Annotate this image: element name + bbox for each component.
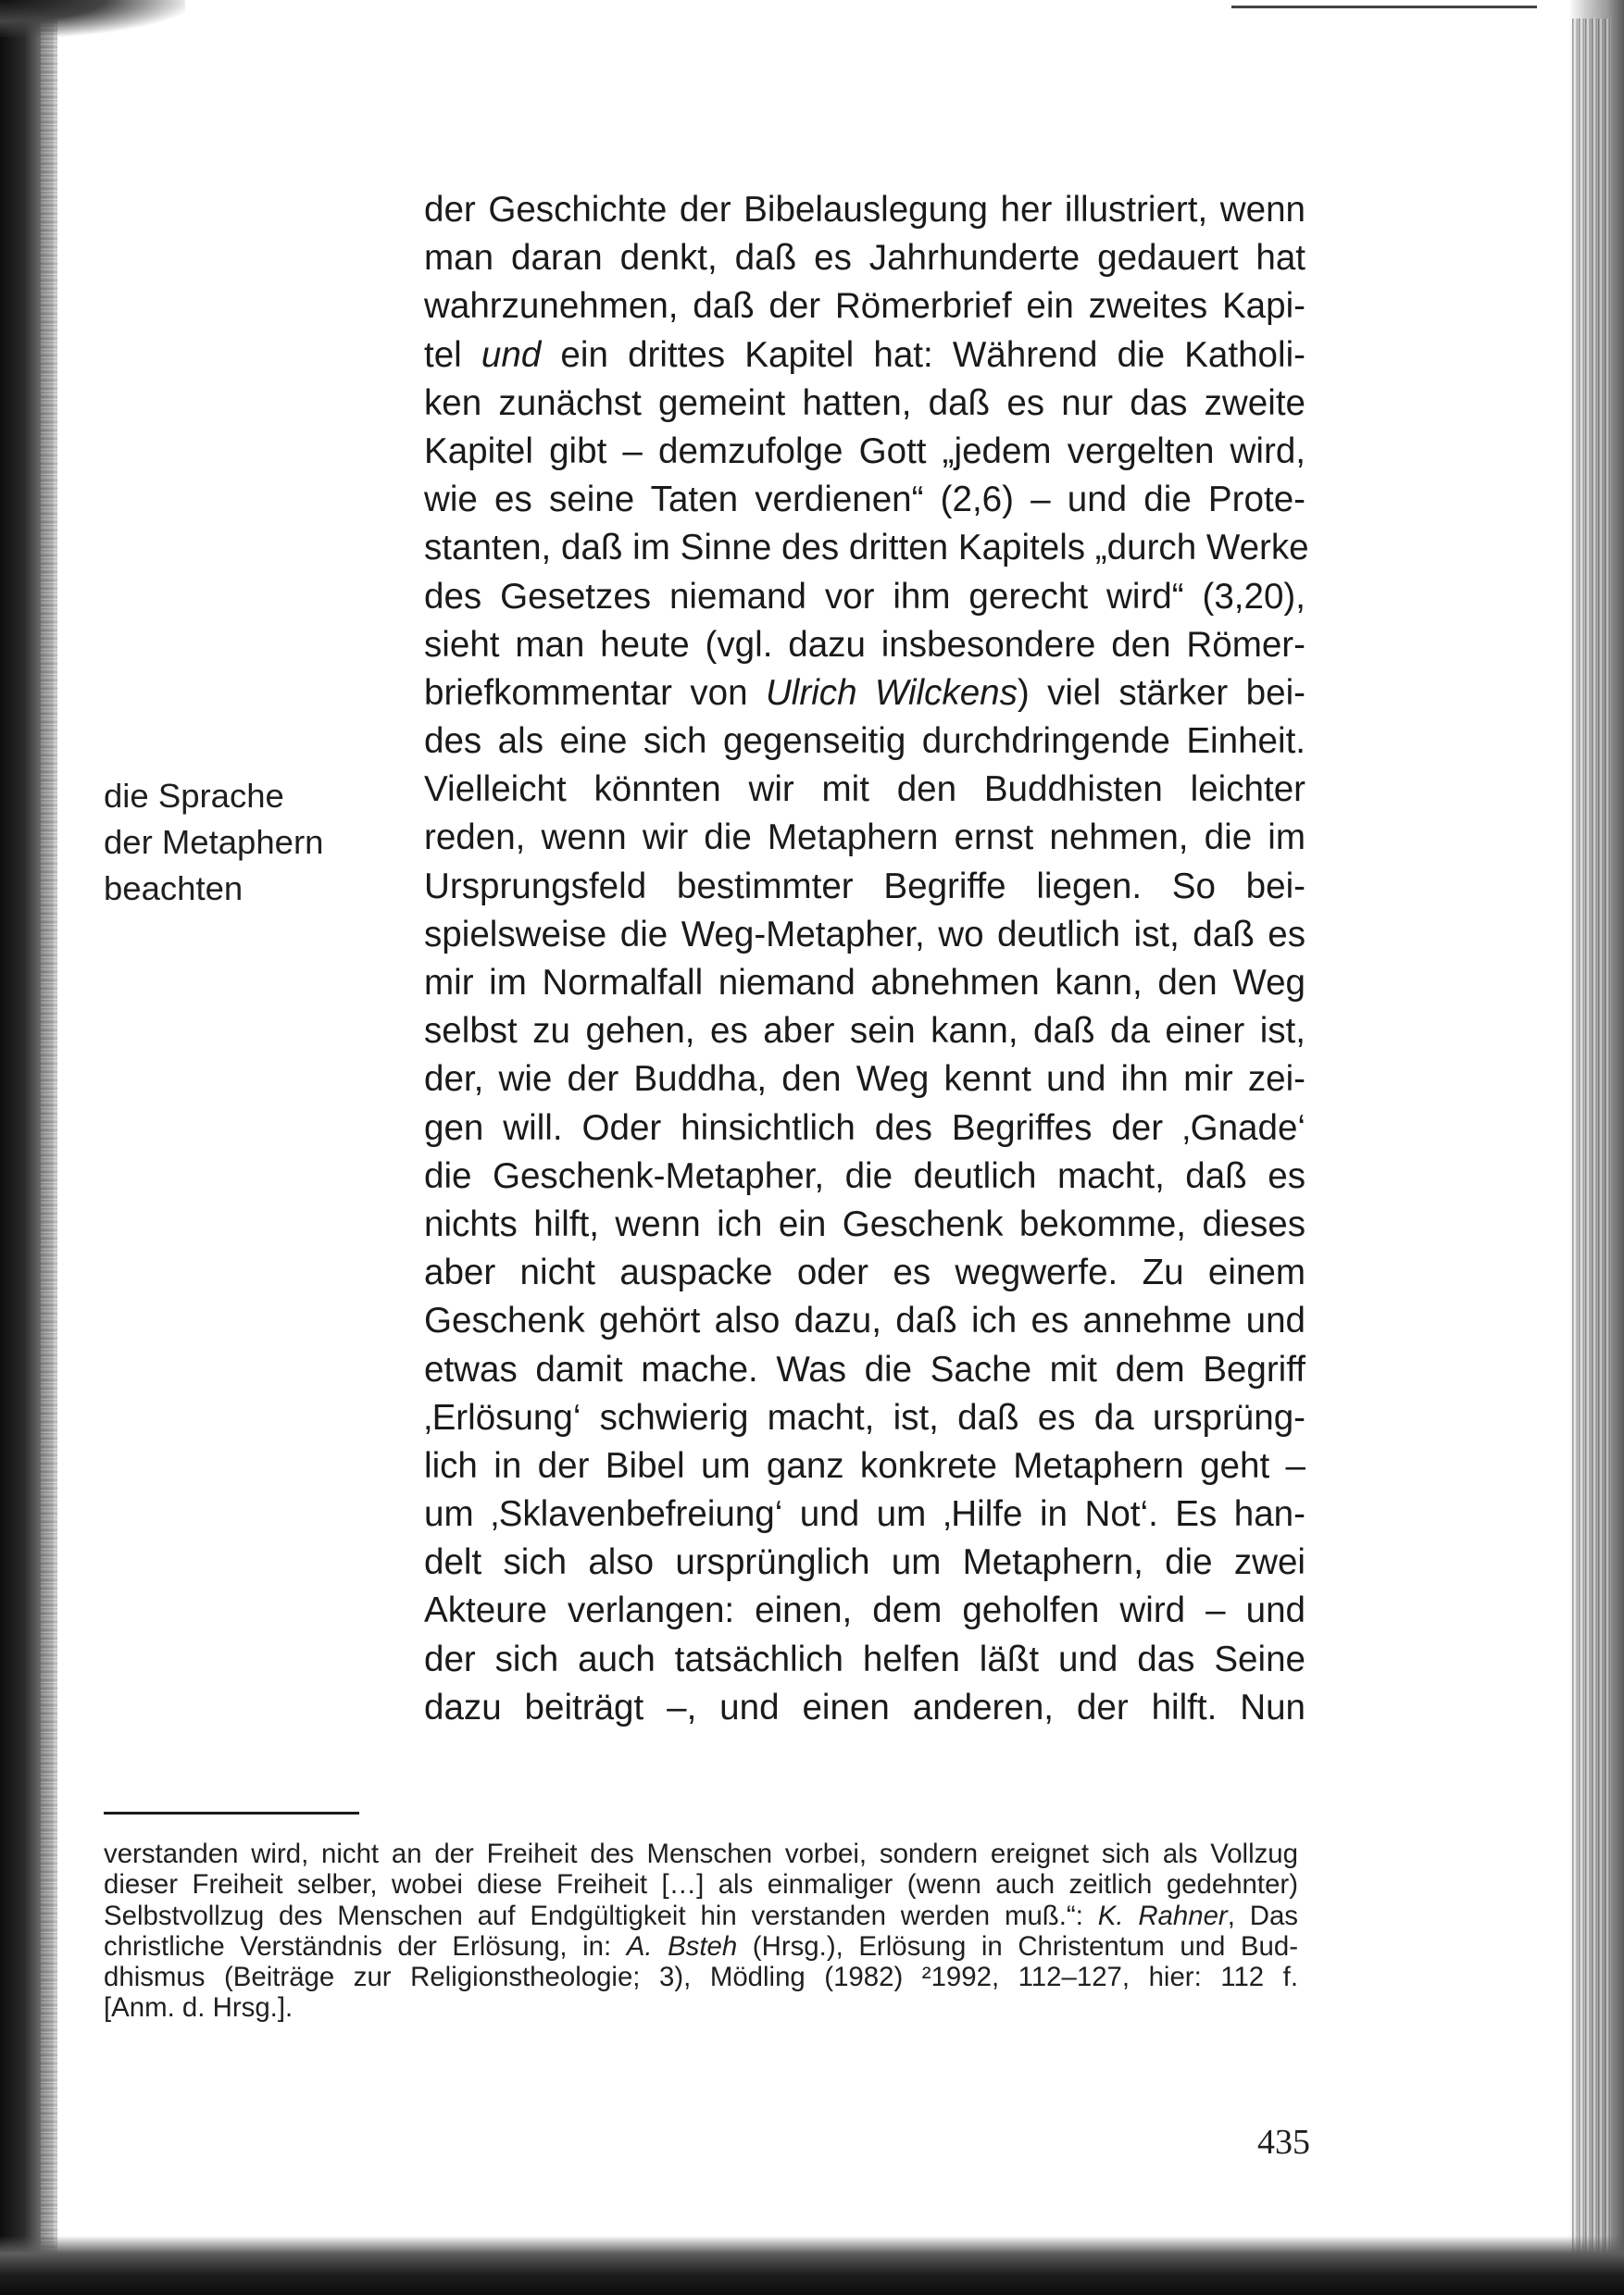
body-line: der Geschichte der Bibelauslegung her illustriert, wenn — [424, 190, 1305, 230]
margin-note — [104, 773, 381, 912]
body-line: ‚Erlösung‘ schwierig macht, ist, daß es da ursprüng- — [424, 1397, 1305, 1438]
body-line: aber nicht auspacke oder es wegwerfe. Zu einem — [424, 1253, 1305, 1293]
body-line: der sich auch tatsächlich helfen läßt und das Seine — [424, 1639, 1305, 1679]
body-line: Vielleicht könnten wir mit den Buddhisten leichter — [424, 769, 1305, 810]
body-line: delt sich also ursprünglich um Metaphern, die zwei — [424, 1542, 1305, 1583]
body-line: Kapitel gibt – demzufolge Gott „jedem vergelten wird, — [424, 430, 1305, 471]
scan-top-left-shadow — [0, 0, 185, 37]
footnote-separator — [104, 1812, 359, 1815]
footnote-line: christliche Verständnis der Erlösung, in: A. Bsteh (Hrsg.), Erlösung in Christentum und Bud- — [104, 1930, 1299, 1962]
body-line: des Gesetzes niemand vor ihm gerecht wird“ (3,20), — [424, 576, 1305, 617]
body-line: mir im Normalfall niemand abnehmen kann, den Weg — [424, 963, 1305, 1003]
body-line: etwas damit mache. Was die Sache mit dem Begriff — [424, 1349, 1305, 1390]
body-line: lich in der Bibel um ganz konkrete Metaphern geht – — [424, 1445, 1305, 1486]
body-line: ken zunächst gemeint hatten, daß es nur das zweite — [424, 382, 1305, 423]
footnote-line: [Anm. d. Hrsg.]. — [104, 1992, 294, 2024]
body-line: um ‚Sklavenbefreiung‘ und um ‚Hilfe in Not‘. Es han- — [424, 1494, 1305, 1535]
body-line: man daran denkt, daß es Jahrhunderte gedauert hat — [424, 238, 1305, 279]
body-line: sieht man heute (vgl. dazu insbesondere den Römer- — [424, 624, 1305, 665]
footnote-line: verstanden wird, nicht an der Freiheit des Menschen vorbei, sondern ereignet sich als Vollzug — [104, 1839, 1298, 1869]
body-line: reden, wenn wir die Metaphern ernst nehmen, die im — [424, 817, 1305, 858]
body-line: briefkommentar von Ulrich Wilckens) viel stärker bei- — [424, 672, 1305, 713]
body-line: stanten, daß im Sinne des dritten Kapitels „durch Werke — [424, 528, 1309, 568]
body-line: gen will. Oder hinsichtlich des Begriffes der ‚Gnade‘ — [424, 1107, 1305, 1148]
body-line: nichts hilft, wenn ich ein Geschenk bekomme, dieses — [424, 1204, 1305, 1244]
footnote — [104, 1839, 1298, 2024]
body-line: Ursprungsfeld bestimmter Begriffe liegen. So bei- — [424, 866, 1305, 906]
body-line: wie es seine Taten verdienen“ (2,6) – und die Prote- — [424, 480, 1305, 520]
body-line: Geschenk gehört also dazu, daß ich es annehme und — [424, 1301, 1305, 1341]
page-number: 435 — [1257, 2123, 1310, 2162]
footnote-line: dhismus (Beiträge zur Religionstheologie; 3), Mödling (1982) ²1992, 112–127, hier: 112 f. — [104, 1962, 1298, 1993]
body-line: die Geschenk-Metapher, die deutlich macht, daß es — [424, 1155, 1305, 1196]
footnote-line: Selbstvollzug des Menschen auf Endgültigkeit hin verstanden werden muß.“: K. Rahner, Das — [104, 1900, 1298, 1931]
margin-note-line: der Metaphern — [104, 823, 324, 861]
body-line: selbst zu gehen, es aber sein kann, daß da einer ist, — [424, 1011, 1305, 1052]
scan-left-edge-texture — [41, 0, 57, 2295]
body-line: der, wie der Buddha, den Weg kennt und ihn mir zei- — [424, 1059, 1305, 1100]
margin-note-line: die Sprache — [104, 777, 284, 815]
footnote-line: dieser Freiheit selber, wobei diese Freiheit […] als einmaliger (wenn auch zeitlich gedehnter) — [104, 1869, 1298, 1901]
scan-bottom-edge — [0, 2236, 1624, 2295]
body-line: dazu beiträgt –, und einen anderen, der hilft. Nun — [424, 1687, 1305, 1727]
scan-top-rule — [1231, 6, 1537, 8]
scan-right-page-stack — [1572, 19, 1611, 2259]
body-text — [424, 186, 1309, 1732]
body-line: tel und ein drittes Kapitel hat: Während die Katholi- — [424, 334, 1305, 375]
body-line: des als eine sich gegenseitig durchdringende Einheit. — [424, 721, 1305, 762]
body-line: spielsweise die Weg-Metapher, wo deutlich ist, daß es — [424, 914, 1305, 954]
body-line: Akteure verlangen: einen, dem geholfen wird – und — [424, 1590, 1305, 1631]
body-line: wahrzunehmen, daß der Römerbrief ein zweites Kapi- — [424, 286, 1305, 327]
margin-note-line: beachten — [104, 869, 244, 907]
